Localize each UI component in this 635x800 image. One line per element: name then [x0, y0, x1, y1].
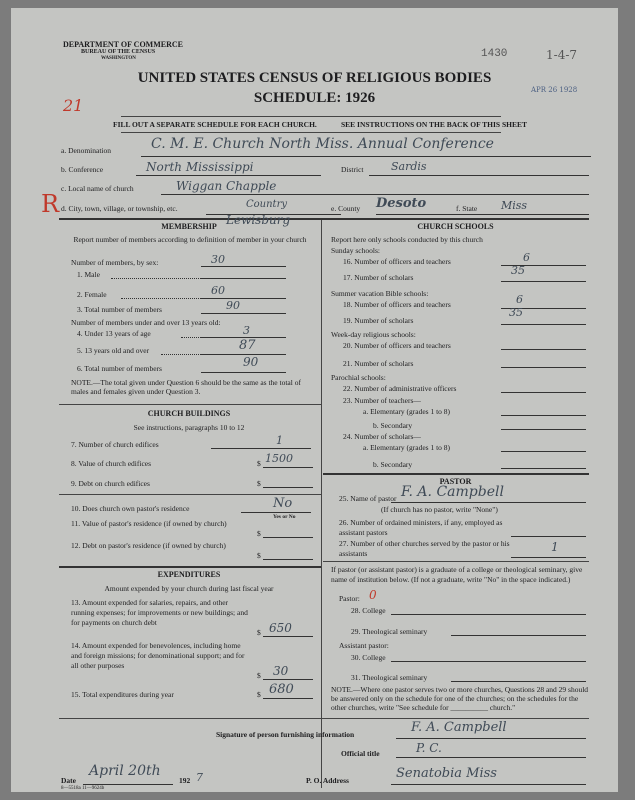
members-by-sex-value: 30: [211, 253, 225, 266]
edifice-value: 1500: [265, 452, 293, 465]
parochial-schools-label: Parochial schools:: [331, 373, 386, 382]
total-members-6-value: 90: [243, 355, 259, 369]
city-label: WASHINGTON: [101, 56, 136, 61]
total-expenditures-value: 680: [269, 682, 294, 697]
buildings-heading: CHURCH BUILDINGS: [147, 409, 231, 418]
college-label: 28. College: [351, 606, 386, 615]
pastor-none-hint: (If church has no pastor, write "None"): [381, 505, 498, 514]
membership-heading: MEMBERSHIP: [161, 222, 217, 231]
dollar-sign: $: [257, 529, 261, 538]
dollar-sign: $: [257, 459, 261, 468]
sunday-schools-label: Sunday schools:: [331, 246, 380, 255]
edifice-debt-label: 9. Debt on church edifices: [71, 479, 150, 488]
conference-value: North Mississippi: [146, 160, 254, 174]
under-13-value: 3: [243, 324, 250, 337]
under-over-label: Number of members under and over 13 years old:: [71, 318, 221, 327]
weekday-officers-label: 20. Number of officers and teachers: [343, 341, 451, 350]
year-value: 7: [196, 771, 203, 784]
scholars-label: 24. Number of scholars—: [343, 432, 421, 441]
membership-annotation: Lewisburg: [226, 213, 291, 227]
members-by-sex-label: Number of members, by sex:: [71, 258, 159, 267]
vacation-scholars-label: 19. Number of scholars: [343, 316, 414, 325]
pastor-mark: 0: [369, 588, 377, 602]
residence-debt-label: 12. Debt on pastor's residence (if owned by church): [71, 541, 226, 550]
vacation-officers-value: 6: [516, 293, 523, 306]
total-members-6-label: 6. Total number of members: [77, 364, 162, 373]
pastor-name-label: 25. Name of pastor: [339, 494, 397, 503]
dollar-sign: $: [257, 690, 261, 699]
schools-instruction: Report here only schools conducted by this church: [331, 235, 483, 244]
form-number: 1430: [481, 48, 508, 60]
dollar-sign: $: [257, 479, 261, 488]
total-members-label: 3. Total number of members: [77, 305, 162, 314]
city-value: Country: [246, 199, 288, 210]
membership-note: NOTE.—The total given under Question 6 should be the same as the total of males and females given under Question 3.: [71, 378, 301, 396]
dollar-sign: $: [257, 551, 261, 560]
assistant-seminary-label: 31. Theological seminary: [351, 673, 428, 682]
edifice-value-label: 8. Value of church edifices: [71, 459, 152, 468]
female-value: 60: [211, 284, 225, 297]
benevolences-value: 30: [273, 664, 289, 678]
female-label: 2. Female: [77, 290, 107, 299]
total-members-value: 90: [226, 299, 240, 312]
expenditures-heading: EXPENDITURES: [157, 570, 221, 579]
district-value: Sardis: [391, 160, 427, 173]
scholars-elementary-label: a. Elementary (grades 1 to 8): [363, 443, 451, 452]
teachers-secondary-label: b. Secondary: [373, 421, 413, 430]
form-code: 1-4-7: [546, 48, 578, 62]
county-value: Desoto: [376, 196, 427, 211]
scholars-secondary-label: b. Secondary: [373, 460, 413, 469]
date-stamp: APR 26 1928: [531, 86, 578, 94]
sunday-scholars-label: 17. Number of scholars: [343, 273, 414, 282]
state-label: f. State: [456, 204, 478, 213]
sunday-officers-value: 6: [523, 251, 530, 264]
sunday-scholars-value: 35: [511, 264, 525, 277]
membership-instruction: Report number of members according to definition of member in your church: [73, 235, 307, 244]
over-13-value: 87: [239, 338, 256, 353]
district-label: District: [341, 165, 364, 174]
form-title: UNITED STATES CENSUS OF RELIGIOUS BODIES: [137, 70, 492, 86]
county-label: e. County: [331, 204, 361, 213]
signature-value: F. A. Campbell: [411, 720, 507, 735]
church-name-value: Wiggan Chapple: [176, 179, 277, 193]
sunday-officers-label: 16. Number of officers and teachers: [343, 257, 451, 266]
pastor-residence-label: 10. Does church own pastor's residence: [71, 504, 190, 513]
bureau-label: BUREAU OF THE CENSUS: [81, 49, 156, 55]
po-address-value: Senatobia Miss: [396, 766, 497, 781]
church-name-label: c. Local name of church: [61, 184, 134, 193]
instruction-back: SEE INSTRUCTIONS ON THE BACK OF THIS SHEET: [341, 120, 527, 129]
male-label: 1. Male: [77, 270, 100, 279]
pastor-name-value: F. A. Campbell: [401, 484, 504, 500]
denomination-value: C. M. E. Church North Miss. Annual Conference: [151, 136, 494, 152]
residence-value-label: 11. Value of pastor's residence (if owned by church): [71, 519, 227, 528]
form-subtitle: SCHEDULE: 1926: [253, 90, 376, 106]
state-value: Miss: [501, 199, 528, 212]
conference-label: b. Conference: [61, 165, 104, 174]
weekday-schools-label: Week-day religious schools:: [331, 330, 416, 339]
over-13-label: 5. 13 years old and over: [77, 346, 150, 355]
dollar-sign: $: [257, 628, 261, 637]
official-title-label: Official title: [341, 749, 380, 758]
total-expenditures-label: 15. Total expenditures during year: [71, 690, 174, 699]
signature-label: Signature of person furnishing information: [216, 730, 355, 739]
red-r-mark: R: [41, 190, 60, 218]
schools-heading: CHURCH SCHOOLS: [417, 222, 494, 231]
seminary-label: 29. Theological seminary: [351, 627, 428, 636]
city-label-d: d. City, town, village, or township, etc.: [61, 204, 178, 213]
instruction-separate: FILL OUT A SEPARATE SCHEDULE FOR EACH CHURCH.: [113, 120, 317, 129]
assistant-pastor-subhead: Assistant pastor:: [339, 641, 389, 650]
pastor-heading: PASTOR: [439, 477, 472, 486]
pastor-subhead: Pastor:: [339, 594, 360, 603]
weekday-scholars-label: 21. Number of scholars: [343, 359, 414, 368]
date-label: Date: [61, 776, 76, 785]
red-number-mark: 21: [63, 96, 84, 115]
assistant-college-label: 30. College: [351, 653, 386, 662]
parochial-officers-label: 22. Number of administrative officers: [343, 384, 457, 393]
edifices-label: 7. Number of church edifices: [71, 440, 159, 449]
expenditures-instruction: Amount expended by your church during last fiscal year: [104, 584, 274, 593]
census-form: [11, 8, 618, 792]
dollar-sign: $: [257, 671, 261, 680]
pastor-residence-value: No: [273, 496, 293, 511]
other-churches-label: 27. Number of other churches served by the pastor or his assistants: [339, 539, 510, 558]
salaries-value: 650: [269, 621, 292, 635]
dept-label: DEPARTMENT OF COMMERCE: [63, 40, 184, 49]
edifices-value: 1: [276, 434, 283, 447]
po-address-label: P. O. Address: [306, 776, 349, 785]
under-13-label: 4. Under 13 years of age: [77, 329, 151, 338]
print-code: 8—5518a 11—9624b: [61, 786, 105, 791]
other-churches-value: 1: [551, 540, 559, 554]
salaries-label: 13. Amount expended for salaries, repairs, and other running expenses; for improvements or new buildings; and for payments on church debt: [71, 598, 248, 627]
graduate-instruction: If pastor (or assistant pastor) is a graduate of a college or theological seminary, give name of institution below. (If not a graduate, write "No" in the space indicated.): [331, 565, 583, 584]
teachers-elementary-label: a. Elementary (grades 1 to 8): [363, 407, 451, 416]
denomination-label: a. Denomination: [61, 146, 111, 155]
vacation-schools-label: Summer vacation Bible schools:: [331, 289, 429, 298]
date-value: April 20th: [89, 763, 161, 779]
yes-no-hint: Yes or No: [273, 514, 296, 520]
pastor-note: NOTE.—Where one pastor serves two or more churches, Questions 28 and 29 should be answered only on the schedule for one of the churches; on the schedules for the other churches, write "See schedule for __________ church.": [331, 685, 589, 712]
buildings-instruction: See instructions, paragraphs 10 to 12: [133, 423, 245, 432]
teachers-label: 23. Number of teachers—: [343, 396, 421, 405]
vacation-officers-label: 18. Number of officers and teachers: [343, 300, 451, 309]
year-prefix: 192: [179, 776, 191, 785]
official-title-value: P. C.: [416, 741, 442, 755]
assistant-pastors-label: 26. Number of ordained ministers, if any, employed as assistant pastors: [339, 518, 503, 537]
vacation-scholars-value: 35: [509, 306, 523, 319]
benevolences-label: 14. Amount expended for benevolences, including home and foreign missions; for denominational support; and for all other purposes: [71, 641, 245, 670]
